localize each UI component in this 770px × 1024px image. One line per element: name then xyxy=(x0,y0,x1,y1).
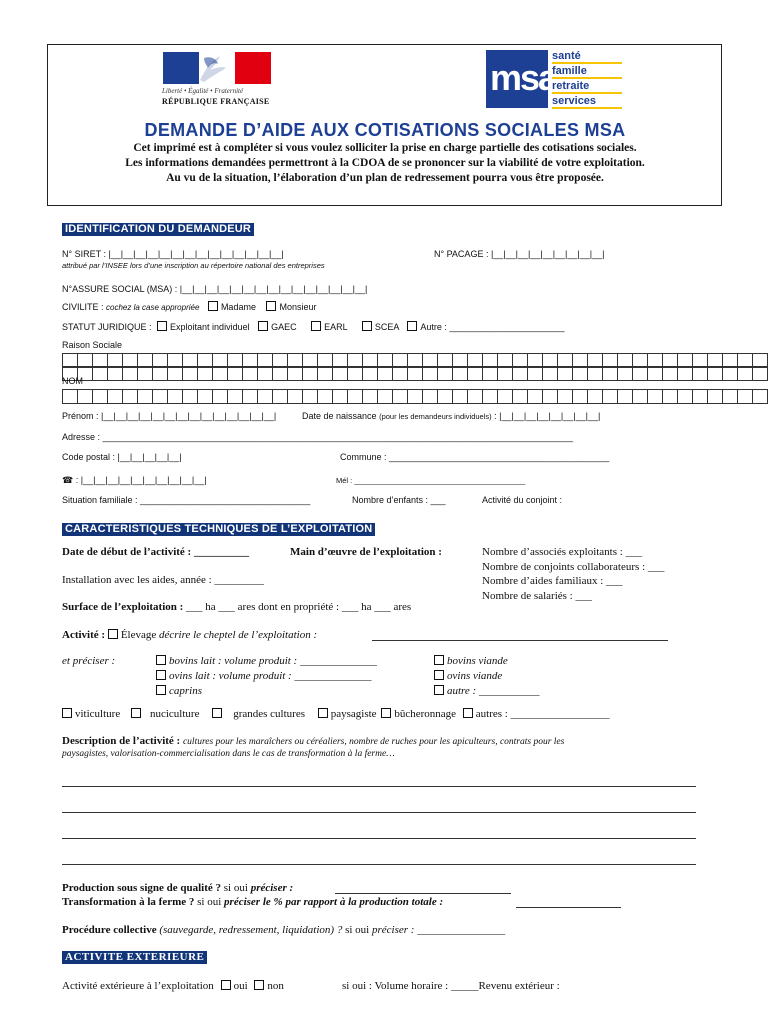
char-cell[interactable] xyxy=(347,366,363,381)
checkbox-autres[interactable] xyxy=(463,708,610,720)
checkbox-scea[interactable] xyxy=(362,322,399,332)
char-cell[interactable] xyxy=(392,389,408,404)
checkbox-icon xyxy=(463,708,473,718)
checkbox-nuciculture[interactable] xyxy=(131,708,199,720)
date-debut-field[interactable]: Date de début de l’activité : __________ xyxy=(62,546,249,558)
char-cell[interactable] xyxy=(92,366,108,381)
checkbox-monsieur[interactable] xyxy=(266,302,316,312)
description-line-2[interactable] xyxy=(62,812,696,813)
checkbox-icon xyxy=(434,670,444,680)
checkbox-bovins-lait[interactable] xyxy=(156,654,377,669)
description-note-2: paysagistes, valorisation-commercialisation dans le cas de transformation à la ferme… xyxy=(62,749,395,759)
char-cell[interactable] xyxy=(677,389,693,404)
char-cell[interactable] xyxy=(167,366,183,381)
commune-field[interactable]: Commune : ____________________________________________ xyxy=(340,452,610,462)
char-cell[interactable] xyxy=(392,366,408,381)
exterieur-row xyxy=(62,980,284,992)
checkbox-earl[interactable] xyxy=(311,322,347,332)
char-cell[interactable] xyxy=(452,366,468,381)
char-cell[interactable] xyxy=(197,366,213,381)
telephone-icon: ☎ xyxy=(62,475,74,485)
activite-label: Activité : xyxy=(62,629,106,641)
char-cell[interactable] xyxy=(482,389,498,404)
marianne-icon xyxy=(160,50,275,86)
option-label: paysagiste xyxy=(330,708,377,720)
civilite-row xyxy=(62,301,316,312)
naissance-label: Date de naissance xyxy=(302,411,377,421)
char-cell[interactable] xyxy=(692,366,708,381)
transformation-preciser: préciser le % par rapport à la production totale : xyxy=(224,896,444,908)
surface-row[interactable] xyxy=(62,601,411,613)
installation-field[interactable]: Installation avec les aides, année : _________ xyxy=(62,574,264,586)
section-technique-heading: CARACTERISTIQUES TECHNIQUES DE L’EXPLOITATION xyxy=(62,523,375,536)
char-cell[interactable] xyxy=(137,389,153,404)
char-cell[interactable] xyxy=(617,366,633,381)
char-cell[interactable] xyxy=(467,366,483,381)
naissance-row[interactable] xyxy=(302,411,600,421)
statut-label: STATUT JURIDIQUE : xyxy=(62,322,152,332)
option-label: EARL xyxy=(324,322,348,332)
pacage-field[interactable]: N° PACAGE : |__|__|__|__|__|__|__|__|__| xyxy=(434,249,605,259)
char-cell[interactable] xyxy=(512,389,528,404)
associes-field[interactable]: Nombre d’associés exploitants : ___ xyxy=(482,546,643,558)
exterieur-question: Activité extérieure à l’exploitation xyxy=(62,980,214,992)
checkbox-icon xyxy=(266,301,276,311)
telephone-value: : |__|__|__|__|__|__|__|__|__|__| xyxy=(75,475,207,485)
msa-taglines xyxy=(552,50,622,109)
char-cell[interactable] xyxy=(332,366,348,381)
checkbox-bovins-viande[interactable] xyxy=(434,654,539,669)
option-label: caprins xyxy=(169,685,202,697)
char-cell[interactable] xyxy=(707,366,723,381)
char-cell[interactable] xyxy=(107,366,123,381)
option-label: nuciculture xyxy=(149,708,200,720)
option-label: viticulture xyxy=(75,708,121,720)
char-cell[interactable] xyxy=(422,366,438,381)
elevage-line[interactable] xyxy=(372,640,668,641)
char-cell[interactable] xyxy=(167,389,183,404)
monsieur-label: Monsieur xyxy=(279,302,317,312)
volume-revenu-field[interactable]: si oui : Volume horaire : _____Revenu extérieur : xyxy=(342,980,560,992)
raison-sociale-input[interactable] xyxy=(62,353,767,367)
option-label: SCEA xyxy=(374,322,399,332)
char-cell[interactable] xyxy=(302,366,318,381)
assure-social-field[interactable]: N°ASSURE SOCIAL (MSA) : |__|__|__|__|__|__|__|__|__|__|__|__|__|__|__| xyxy=(62,284,368,294)
elevage-options-left xyxy=(156,654,377,699)
elevage-label: Élevage xyxy=(120,629,157,641)
char-cell[interactable] xyxy=(182,389,198,404)
rf-name: RÉPUBLIQUE FRANÇAISE xyxy=(162,97,270,106)
checkbox-icon xyxy=(156,655,166,665)
char-cell[interactable] xyxy=(542,389,558,404)
char-cell[interactable] xyxy=(257,366,273,381)
checkbox-caprins[interactable] xyxy=(156,684,377,699)
checkbox-autre-elevage[interactable] xyxy=(434,684,539,699)
madame-label: Madame xyxy=(220,302,256,312)
char-cell[interactable] xyxy=(722,389,738,404)
checkbox-non[interactable] xyxy=(254,980,284,992)
char-cell[interactable] xyxy=(272,366,288,381)
char-cell[interactable] xyxy=(527,389,543,404)
aides-familiaux-field[interactable]: Nombre d’aides familiaux : ___ xyxy=(482,575,623,587)
char-cell[interactable] xyxy=(122,366,138,381)
autres-activites-row xyxy=(62,708,610,720)
transformation-si-oui: si oui xyxy=(197,896,222,908)
situation-familiale-field[interactable]: Situation familiale : __________________________________ xyxy=(62,495,311,505)
char-cell[interactable] xyxy=(362,366,378,381)
char-cell[interactable] xyxy=(707,389,723,404)
telephone-field[interactable] xyxy=(62,475,207,486)
char-cell[interactable] xyxy=(482,366,498,381)
mel-field[interactable]: Mél : _________________________________________ xyxy=(336,476,526,485)
char-cell[interactable] xyxy=(152,389,168,404)
salaries-field[interactable]: Nombre de salariés : ___ xyxy=(482,590,592,602)
char-cell[interactable] xyxy=(272,389,288,404)
char-cell[interactable] xyxy=(287,366,303,381)
description-line-1[interactable] xyxy=(62,786,696,787)
checkbox-paysagiste[interactable] xyxy=(318,708,377,720)
preciser-label: et préciser : xyxy=(62,655,116,667)
checkbox-autre[interactable] xyxy=(407,322,564,332)
activite-conjoint-field[interactable]: Activité du conjoint : xyxy=(482,495,563,505)
option-label: Autre : _______________________ xyxy=(420,322,565,332)
siret-field[interactable]: N° SIRET : |__|__|__|__|__|__|__|__|__|__|__|__|__|__| xyxy=(62,249,284,259)
char-cell[interactable] xyxy=(647,366,663,381)
checkbox-icon xyxy=(362,321,372,331)
adresse-field[interactable]: Adresse : ______________________________________________________________________________________________ xyxy=(62,432,574,442)
option-label: autres : __________________ xyxy=(475,708,610,720)
code-postal-field[interactable]: Code postal : |__|__|__|__|__| xyxy=(62,452,182,462)
char-cell[interactable] xyxy=(212,366,228,381)
checkbox-icon xyxy=(108,629,118,639)
activite-row xyxy=(62,629,317,641)
msa-line-famille: famille xyxy=(552,65,622,79)
elevage-options-right xyxy=(434,654,539,699)
option-label: bûcheronnage xyxy=(394,708,457,720)
char-cell[interactable] xyxy=(182,366,198,381)
char-cell[interactable] xyxy=(242,366,258,381)
option-label: non xyxy=(267,980,284,992)
char-cell[interactable] xyxy=(227,389,243,404)
option-label: Exploitant individuel xyxy=(170,322,250,332)
char-cell[interactable] xyxy=(422,389,438,404)
transformation-line[interactable] xyxy=(516,907,621,908)
prenom-field[interactable]: Prénom : |__|__|__|__|__|__|__|__|__|__|__|__|__|__| xyxy=(62,411,277,421)
checkbox-icon xyxy=(62,708,72,718)
surface-value: ___ ha ___ ares dont en propriété : ___ ha ___ ares xyxy=(186,601,412,613)
char-cell[interactable] xyxy=(587,389,603,404)
char-cell[interactable] xyxy=(287,389,303,404)
civilite-note: cochez la case appropriée xyxy=(106,303,200,312)
char-cell[interactable] xyxy=(662,389,678,404)
republique-francaise-logo xyxy=(160,50,275,110)
procedure-row[interactable] xyxy=(62,924,505,936)
description-row xyxy=(62,735,564,747)
option-label: grandes cultures xyxy=(233,708,305,720)
elevage-note: décrire le cheptel de l’exploitation : xyxy=(159,629,318,641)
option-label: bovins lait : volume produit : ______________ xyxy=(169,655,377,667)
checkbox-icon xyxy=(156,670,166,680)
main-oeuvre-label: Main d’œuvre de l’exploitation : xyxy=(290,546,442,558)
msa-line-retraite: retraite xyxy=(552,80,622,94)
checkbox-icon xyxy=(212,708,222,718)
char-cell[interactable] xyxy=(617,389,633,404)
qualite-si-oui: si oui xyxy=(223,882,248,894)
char-cell[interactable] xyxy=(362,389,378,404)
description-line-3[interactable] xyxy=(62,838,696,839)
nombre-enfants-field[interactable]: Nombre d’enfants : ___ xyxy=(352,495,446,505)
char-cell[interactable] xyxy=(632,389,648,404)
checkbox-icon xyxy=(221,980,231,990)
char-cell[interactable] xyxy=(77,389,93,404)
char-cell[interactable] xyxy=(542,366,558,381)
intro-line-3: Au vu de la situation, l’élaboration d’un plan de redressement pourra vous être proposée. xyxy=(166,172,604,184)
char-cell[interactable] xyxy=(242,389,258,404)
raison-sociale-input-2[interactable] xyxy=(62,366,767,380)
checkbox-icon xyxy=(254,980,264,990)
option-label: oui xyxy=(233,980,248,992)
char-cell[interactable] xyxy=(197,389,213,404)
char-cell[interactable] xyxy=(647,389,663,404)
naissance-note: (pour les demandeurs individuels) xyxy=(379,412,492,421)
checkbox-icon xyxy=(131,708,141,718)
intro-line-2: Les informations demandées permettront à la CDOA de se prononcer sur la viabilité de votre exploitation. xyxy=(125,157,645,169)
checkbox-viticulture[interactable] xyxy=(62,708,120,720)
char-cell[interactable] xyxy=(317,389,333,404)
qualite-preciser: préciser : xyxy=(250,882,294,894)
char-cell[interactable] xyxy=(632,366,648,381)
checkbox-icon xyxy=(157,321,167,331)
char-cell[interactable] xyxy=(572,366,588,381)
char-cell[interactable] xyxy=(467,389,483,404)
qualite-row[interactable] xyxy=(62,882,293,894)
checkbox-bucheronnage[interactable] xyxy=(381,708,456,720)
char-cell[interactable] xyxy=(602,366,618,381)
section-identification-heading: IDENTIFICATION DU DEMANDEUR xyxy=(62,223,254,236)
checkbox-icon xyxy=(258,321,268,331)
char-cell[interactable] xyxy=(662,366,678,381)
description-line-4[interactable] xyxy=(62,864,696,865)
char-cell[interactable] xyxy=(722,366,738,381)
checkbox-exploitant-individuel[interactable] xyxy=(157,322,250,332)
checkbox-icon xyxy=(434,655,444,665)
char-cell[interactable] xyxy=(497,389,513,404)
char-cell[interactable] xyxy=(227,366,243,381)
char-cell[interactable] xyxy=(407,366,423,381)
char-cell[interactable] xyxy=(497,366,513,381)
char-cell[interactable] xyxy=(452,389,468,404)
option-label: autre : ___________ xyxy=(447,685,540,697)
naissance-field: : |__|__|__|__|__|__|__|__| xyxy=(494,411,601,421)
char-cell[interactable] xyxy=(752,366,768,381)
checkbox-oui[interactable] xyxy=(221,980,248,992)
char-cell[interactable] xyxy=(377,389,393,404)
char-cell[interactable] xyxy=(692,389,708,404)
procedure-label: Procédure collective xyxy=(62,924,157,936)
char-cell[interactable] xyxy=(302,389,318,404)
raison-sociale-label: Raison Sociale xyxy=(62,340,123,350)
checkbox-gaec[interactable] xyxy=(258,322,297,332)
char-cell[interactable] xyxy=(332,389,348,404)
page-title: DEMANDE D’AIDE AUX COTISATIONS SOCIALES MSA xyxy=(144,120,626,140)
msa-letters: msa xyxy=(490,57,557,98)
checkbox-madame[interactable] xyxy=(208,302,256,312)
statut-juridique-row xyxy=(62,321,565,332)
char-cell[interactable] xyxy=(557,366,573,381)
char-cell[interactable] xyxy=(122,389,138,404)
option-label: GAEC xyxy=(271,322,297,332)
conjoints-field[interactable]: Nombre de conjoints collaborateurs : ___ xyxy=(482,561,665,573)
transformation-row[interactable] xyxy=(62,896,443,908)
rf-motto: Liberté • Égalité • Fraternité xyxy=(162,87,244,95)
qualite-label: Production sous signe de qualité ? xyxy=(62,882,222,894)
char-cell[interactable] xyxy=(407,389,423,404)
nom-input[interactable] xyxy=(62,389,767,403)
char-cell[interactable] xyxy=(377,366,393,381)
option-label: bovins viande xyxy=(447,655,508,667)
procedure-preciser: préciser : ________________ xyxy=(372,924,506,936)
char-cell[interactable] xyxy=(137,366,153,381)
char-cell[interactable] xyxy=(437,366,453,381)
checkbox-icon xyxy=(434,685,444,695)
char-cell[interactable] xyxy=(62,389,78,404)
section-exterieur-heading: ACTIVITE EXTERIEURE xyxy=(62,951,207,964)
procedure-note: (sauvegarde, redressement, liquidation) ? xyxy=(159,924,343,936)
siret-note: attribué par l’INSEE lors d’une inscription au répertoire national des entreprises xyxy=(62,261,325,270)
char-cell[interactable] xyxy=(602,389,618,404)
msa-line-services: services xyxy=(552,95,622,109)
char-cell[interactable] xyxy=(152,366,168,381)
description-note-1: cultures pour les maraîchers ou céréaliers, nombre de ruches pour les apiculteurs, contrats pour les xyxy=(182,737,565,747)
char-cell[interactable] xyxy=(107,389,123,404)
char-cell[interactable] xyxy=(737,389,753,404)
checkbox-icon xyxy=(407,321,417,331)
checkbox-ovins-viande[interactable] xyxy=(434,669,539,684)
intro-line-1: Cet imprimé est à compléter si vous voulez solliciter la prise en charge partielle des cotisations sociales. xyxy=(133,142,637,154)
option-label: ovins lait : volume produit : ______________ xyxy=(169,670,372,682)
qualite-line[interactable] xyxy=(335,893,511,894)
char-cell[interactable] xyxy=(557,389,573,404)
surface-label: Surface de l’exploitation : xyxy=(62,601,184,613)
checkbox-icon xyxy=(208,301,218,311)
char-cell[interactable] xyxy=(752,389,768,404)
char-cell[interactable] xyxy=(512,366,528,381)
char-cell[interactable] xyxy=(317,366,333,381)
procedure-si-oui: si oui xyxy=(345,924,370,936)
description-label: Description de l’activité : xyxy=(62,735,181,747)
msa-line-sante: santé xyxy=(552,50,622,64)
nom-label: NOM xyxy=(62,376,83,386)
option-label: ovins viande xyxy=(447,670,503,682)
char-cell[interactable] xyxy=(737,366,753,381)
checkbox-grandes-cultures[interactable] xyxy=(212,708,305,720)
char-cell[interactable] xyxy=(572,389,588,404)
civilite-label: CIVILITE : xyxy=(62,302,104,312)
char-cell[interactable] xyxy=(527,366,543,381)
transformation-label: Transformation à la ferme ? xyxy=(62,896,195,908)
checkbox-icon xyxy=(156,685,166,695)
char-cell[interactable] xyxy=(587,366,603,381)
char-cell[interactable] xyxy=(677,366,693,381)
msa-logo xyxy=(486,50,622,108)
checkbox-ovins-lait[interactable] xyxy=(156,669,377,684)
checkbox-elevage[interactable] xyxy=(108,629,156,641)
char-cell[interactable] xyxy=(212,389,228,404)
char-cell[interactable] xyxy=(347,389,363,404)
char-cell[interactable] xyxy=(257,389,273,404)
char-cell[interactable] xyxy=(92,389,108,404)
checkbox-icon xyxy=(318,708,328,718)
checkbox-icon xyxy=(311,321,321,331)
checkbox-icon xyxy=(381,708,391,718)
char-cell[interactable] xyxy=(437,389,453,404)
